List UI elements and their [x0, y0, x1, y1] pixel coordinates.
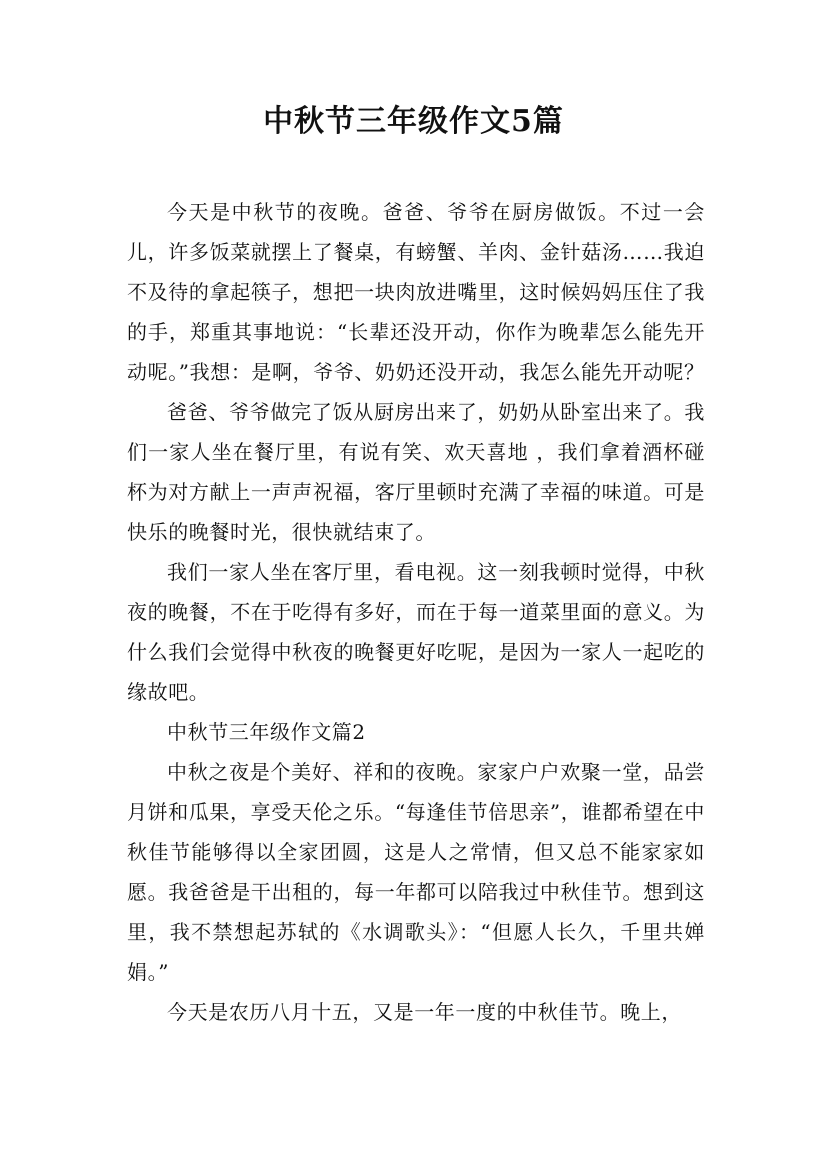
paragraph-3: 我们一家人坐在客厅里，看电视。这一刻我顿时觉得，中秋夜的晚餐，不在于吃得有多好，而在于每一道菜里面的意义。为什么我们会觉得中秋夜的晚餐更好吃呢，是因为一家人一起吃的缘故吧。: [127, 560, 705, 704]
paragraph-1: 今天是中秋节的夜晚。爸爸、爷爷在厨房做饭。不过一会儿，许多饭菜就摆上了餐桌，有螃蟹、羊肉、金针菇汤……我迫不及待的拿起筷子，想把一块肉放进嘴里，这时候妈妈压住了我的手，郑重其事地说：“长辈还没开动，你作为晚辈怎么能先开动呢。”我想：是啊，爷爷、奶奶还没开动，我怎么能先开动呢？: [127, 200, 705, 384]
document-body: [127, 192, 705, 1032]
section-2-heading: 中秋节三年级作文篇2: [167, 720, 366, 744]
paragraph-4: 中秋之夜是个美好、祥和的夜晚。家家户户欢聚一堂，品尝月饼和瓜果，享受天伦之乐。“每逢佳节倍思亲”，谁都希望在中秋佳节能够得以全家团圆，这是人之常情，但又总不能家家如愿。我爸爸是干出租的，每一年都可以陪我过中秋佳节。想到这里，我不禁想起苏轼的《水调歌头》：“但愿人长久，千里共婵娟。”: [127, 760, 705, 984]
paragraph-5: 今天是农历八月十五，又是一年一度的中秋佳节。晚上，: [167, 1000, 682, 1024]
paragraph-2: 爸爸、爷爷做完了饭从厨房出来了，奶奶从卧室出来了。我们一家人坐在餐厅里，有说有笑、欢天喜地 ，我们拿着酒杯碰杯为对方献上一声声祝福，客厅里顿时充满了幸福的味道。可是快乐的晚餐时光，很快就结束了。: [127, 400, 705, 544]
document-title: 中秋节三年级作文5篇: [263, 104, 564, 139]
